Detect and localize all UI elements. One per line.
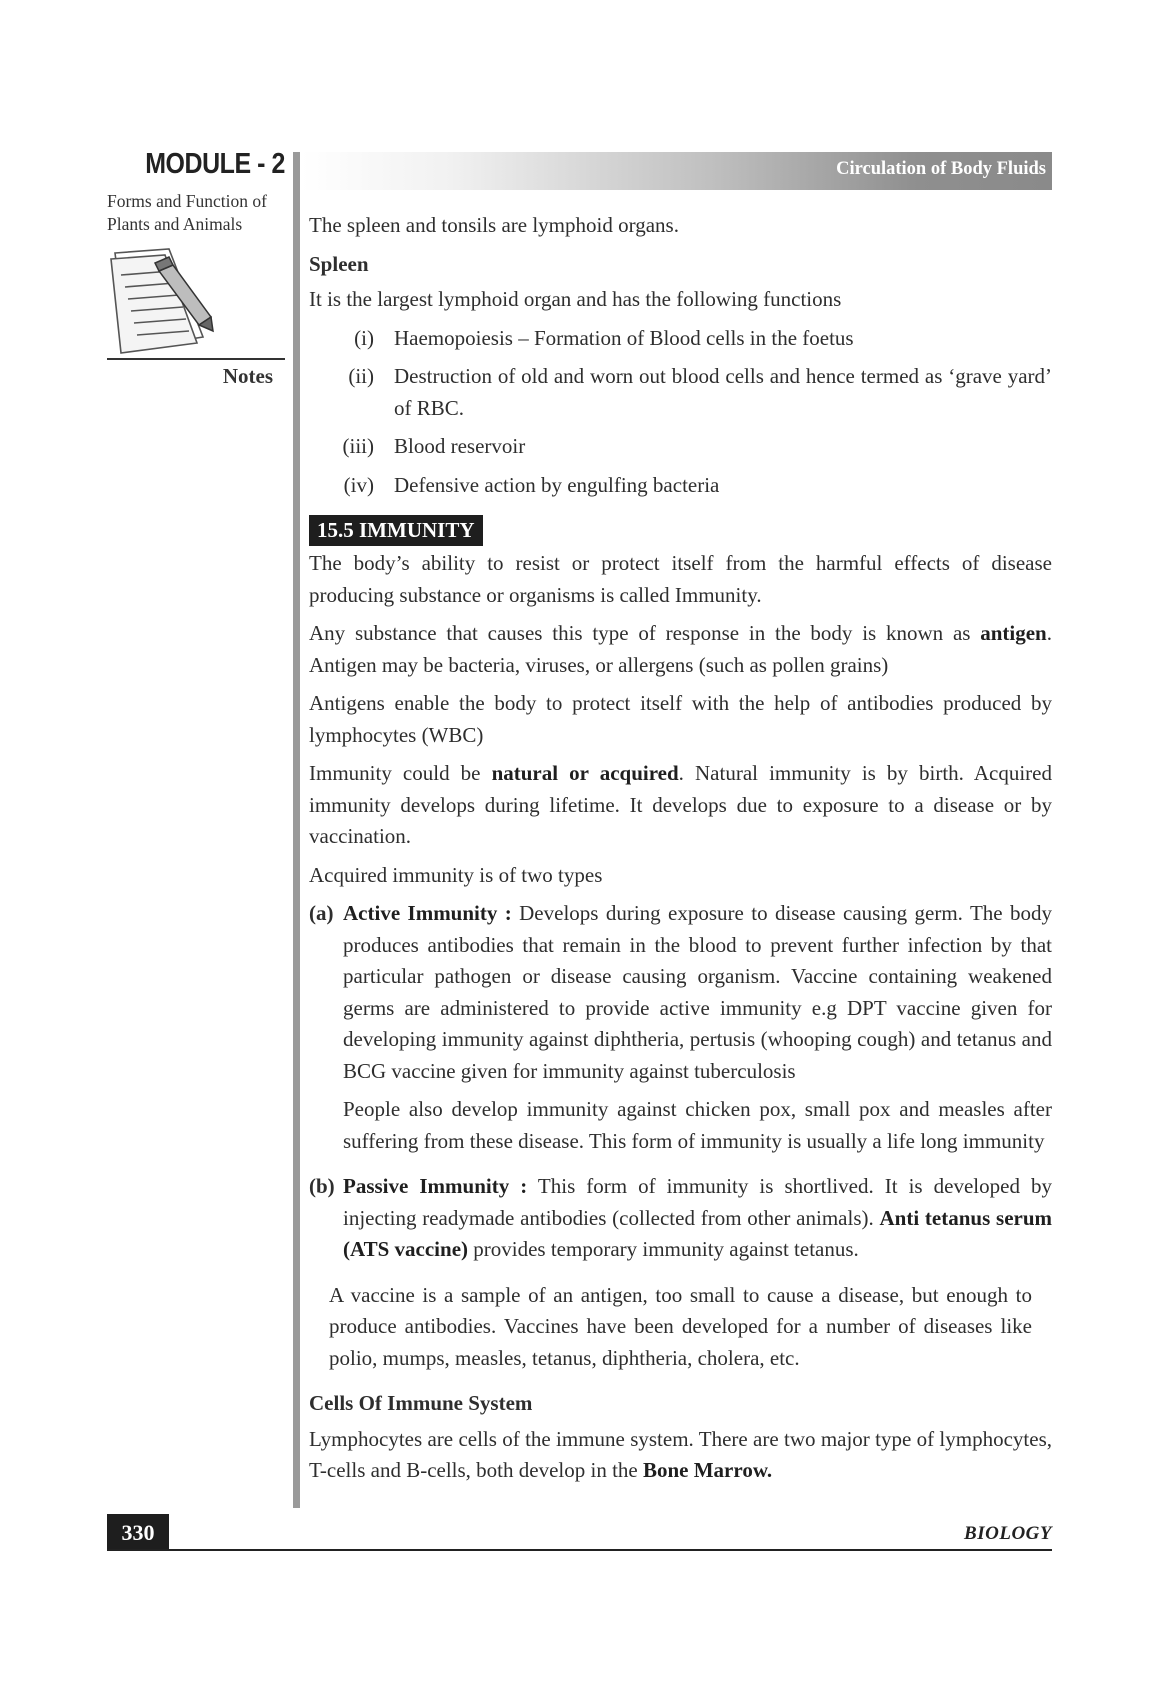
list-item-text: Haemopoiesis – Formation of Blood cells in the foetus <box>394 325 854 350</box>
page-content <box>309 210 1052 1494</box>
footer-subject: BIOLOGY <box>964 1523 1052 1544</box>
antigen-term: antigen <box>980 621 1047 645</box>
acquired-types-lead: Acquired immunity is of two types <box>309 862 603 887</box>
spleen-functions-list <box>309 323 1052 502</box>
chapter-header <box>301 152 1052 190</box>
chapter-title: Circulation of Body Fluids <box>836 159 1046 179</box>
page-number: 330 <box>107 1514 169 1551</box>
active-immunity-title: Active Immunity : <box>343 901 512 925</box>
list-item-text: Destruction of old and worn out blood cells and hence termed as ‘grave yard’ of RBC. <box>394 364 1052 420</box>
list-item-number: (iii) <box>342 434 374 458</box>
active-immunity-item <box>309 898 1052 1164</box>
passive-immunity-item <box>309 1171 1052 1273</box>
cells-heading: Cells Of Immune System <box>309 1391 533 1415</box>
module-subtitle-line1: Forms and Function of <box>107 191 267 211</box>
module-title: MODULE - 2 <box>145 148 285 180</box>
list-item-number: (i) <box>354 325 374 350</box>
margin-bar <box>293 152 300 1508</box>
list-item <box>309 470 1052 502</box>
module-subtitle-line2: Plants and Animals <box>107 214 243 234</box>
list-item-number: (iv) <box>343 472 374 497</box>
list-item <box>309 431 1052 463</box>
notes-divider <box>107 358 285 360</box>
notepad-pencil-icon <box>107 245 217 362</box>
passive-immunity-text: Passive Immunity : This form of immunity is shortlived. It is developed by injecting readymade antibodies (collected from other animals). Anti tetanus serum (ATS vaccine) provides temporary immunity against tetanus. <box>343 1174 1053 1261</box>
active-immunity-text: Active Immunity : Develops during exposure to disease causing germ. The body produces antibodies that remain in the blood to prevent further infection by that particular pathogen or disease causing organism. Vaccine containing weakened germs are administered to provide active immunity e.g DPT vaccine given for developing immunity against diphtheria, pertusis (whooping cough) and tetanus and BCG vaccine given for immunity against tuberculosis <box>343 901 1052 1083</box>
list-item-text: Defensive action by engulfing bacteria <box>394 472 720 497</box>
antigen-paragraph: Any substance that causes this type of response in the body is known as antigen. Antigen may be bacteria, viruses, or allergens (such as pollen grains) <box>309 621 1052 677</box>
list-item <box>309 361 1052 424</box>
immunity-section-heading: 15.5 IMMUNITY <box>309 515 483 546</box>
vaccine-note: A vaccine is a sample of an antigen, too small to cause a disease, but enough to produce antibodies. Vaccines have been developed for a number of diseases like polio, mumps, measles, tetanus, diphtheria, cholera, etc. <box>329 1282 1032 1370</box>
natural-acquired-paragraph: Immunity could be natural or acquired. Natural immunity is by birth. Acquired immunity develops during lifetime. It develops due to exposure to a disease or by vaccination. <box>309 761 1052 848</box>
bone-marrow-term: Bone Marrow. <box>642 1458 773 1482</box>
immunity-definition: The body’s ability to resist or protect itself from the harmful effects of disease producing substance or organisms is called Immunity. <box>309 551 1052 607</box>
module-subtitle <box>107 190 287 236</box>
list-item-number: (ii) <box>348 364 374 388</box>
passive-immunity-title: Passive Immunity : <box>343 1174 528 1198</box>
list-item-text: Blood reservoir <box>394 434 526 458</box>
passive-immunity-label: (b) <box>309 1174 335 1198</box>
active-immunity-label: (a) <box>309 901 334 925</box>
cells-paragraph: Lymphocytes are cells of the immune system. There are two major type of lymphocytes, T-cells and B-cells, both develop in the Bone Marrow. <box>309 1426 1052 1482</box>
intro-paragraph: The spleen and tonsils are lymphoid organs. <box>309 213 679 237</box>
spleen-heading: Spleen <box>309 251 369 276</box>
antibody-paragraph: Antigens enable the body to protect itself with the help of antibodies produced by lymphocytes (WBC) <box>309 691 1052 747</box>
ats-vaccine-term: Anti tetanus serum (ATS vaccine) <box>343 1205 1053 1261</box>
notes-label: Notes <box>222 364 273 388</box>
list-item <box>309 323 1052 355</box>
natural-acquired-term: natural or acquired <box>491 761 679 785</box>
active-immunity-extra: People also develop immunity against chicken pox, small pox and measles after suffering from these disease. This form of immunity is usually a life long immunity <box>343 1097 1052 1153</box>
spleen-lead: It is the largest lymphoid organ and has the following functions <box>309 287 842 311</box>
footer-divider <box>107 1549 1052 1551</box>
